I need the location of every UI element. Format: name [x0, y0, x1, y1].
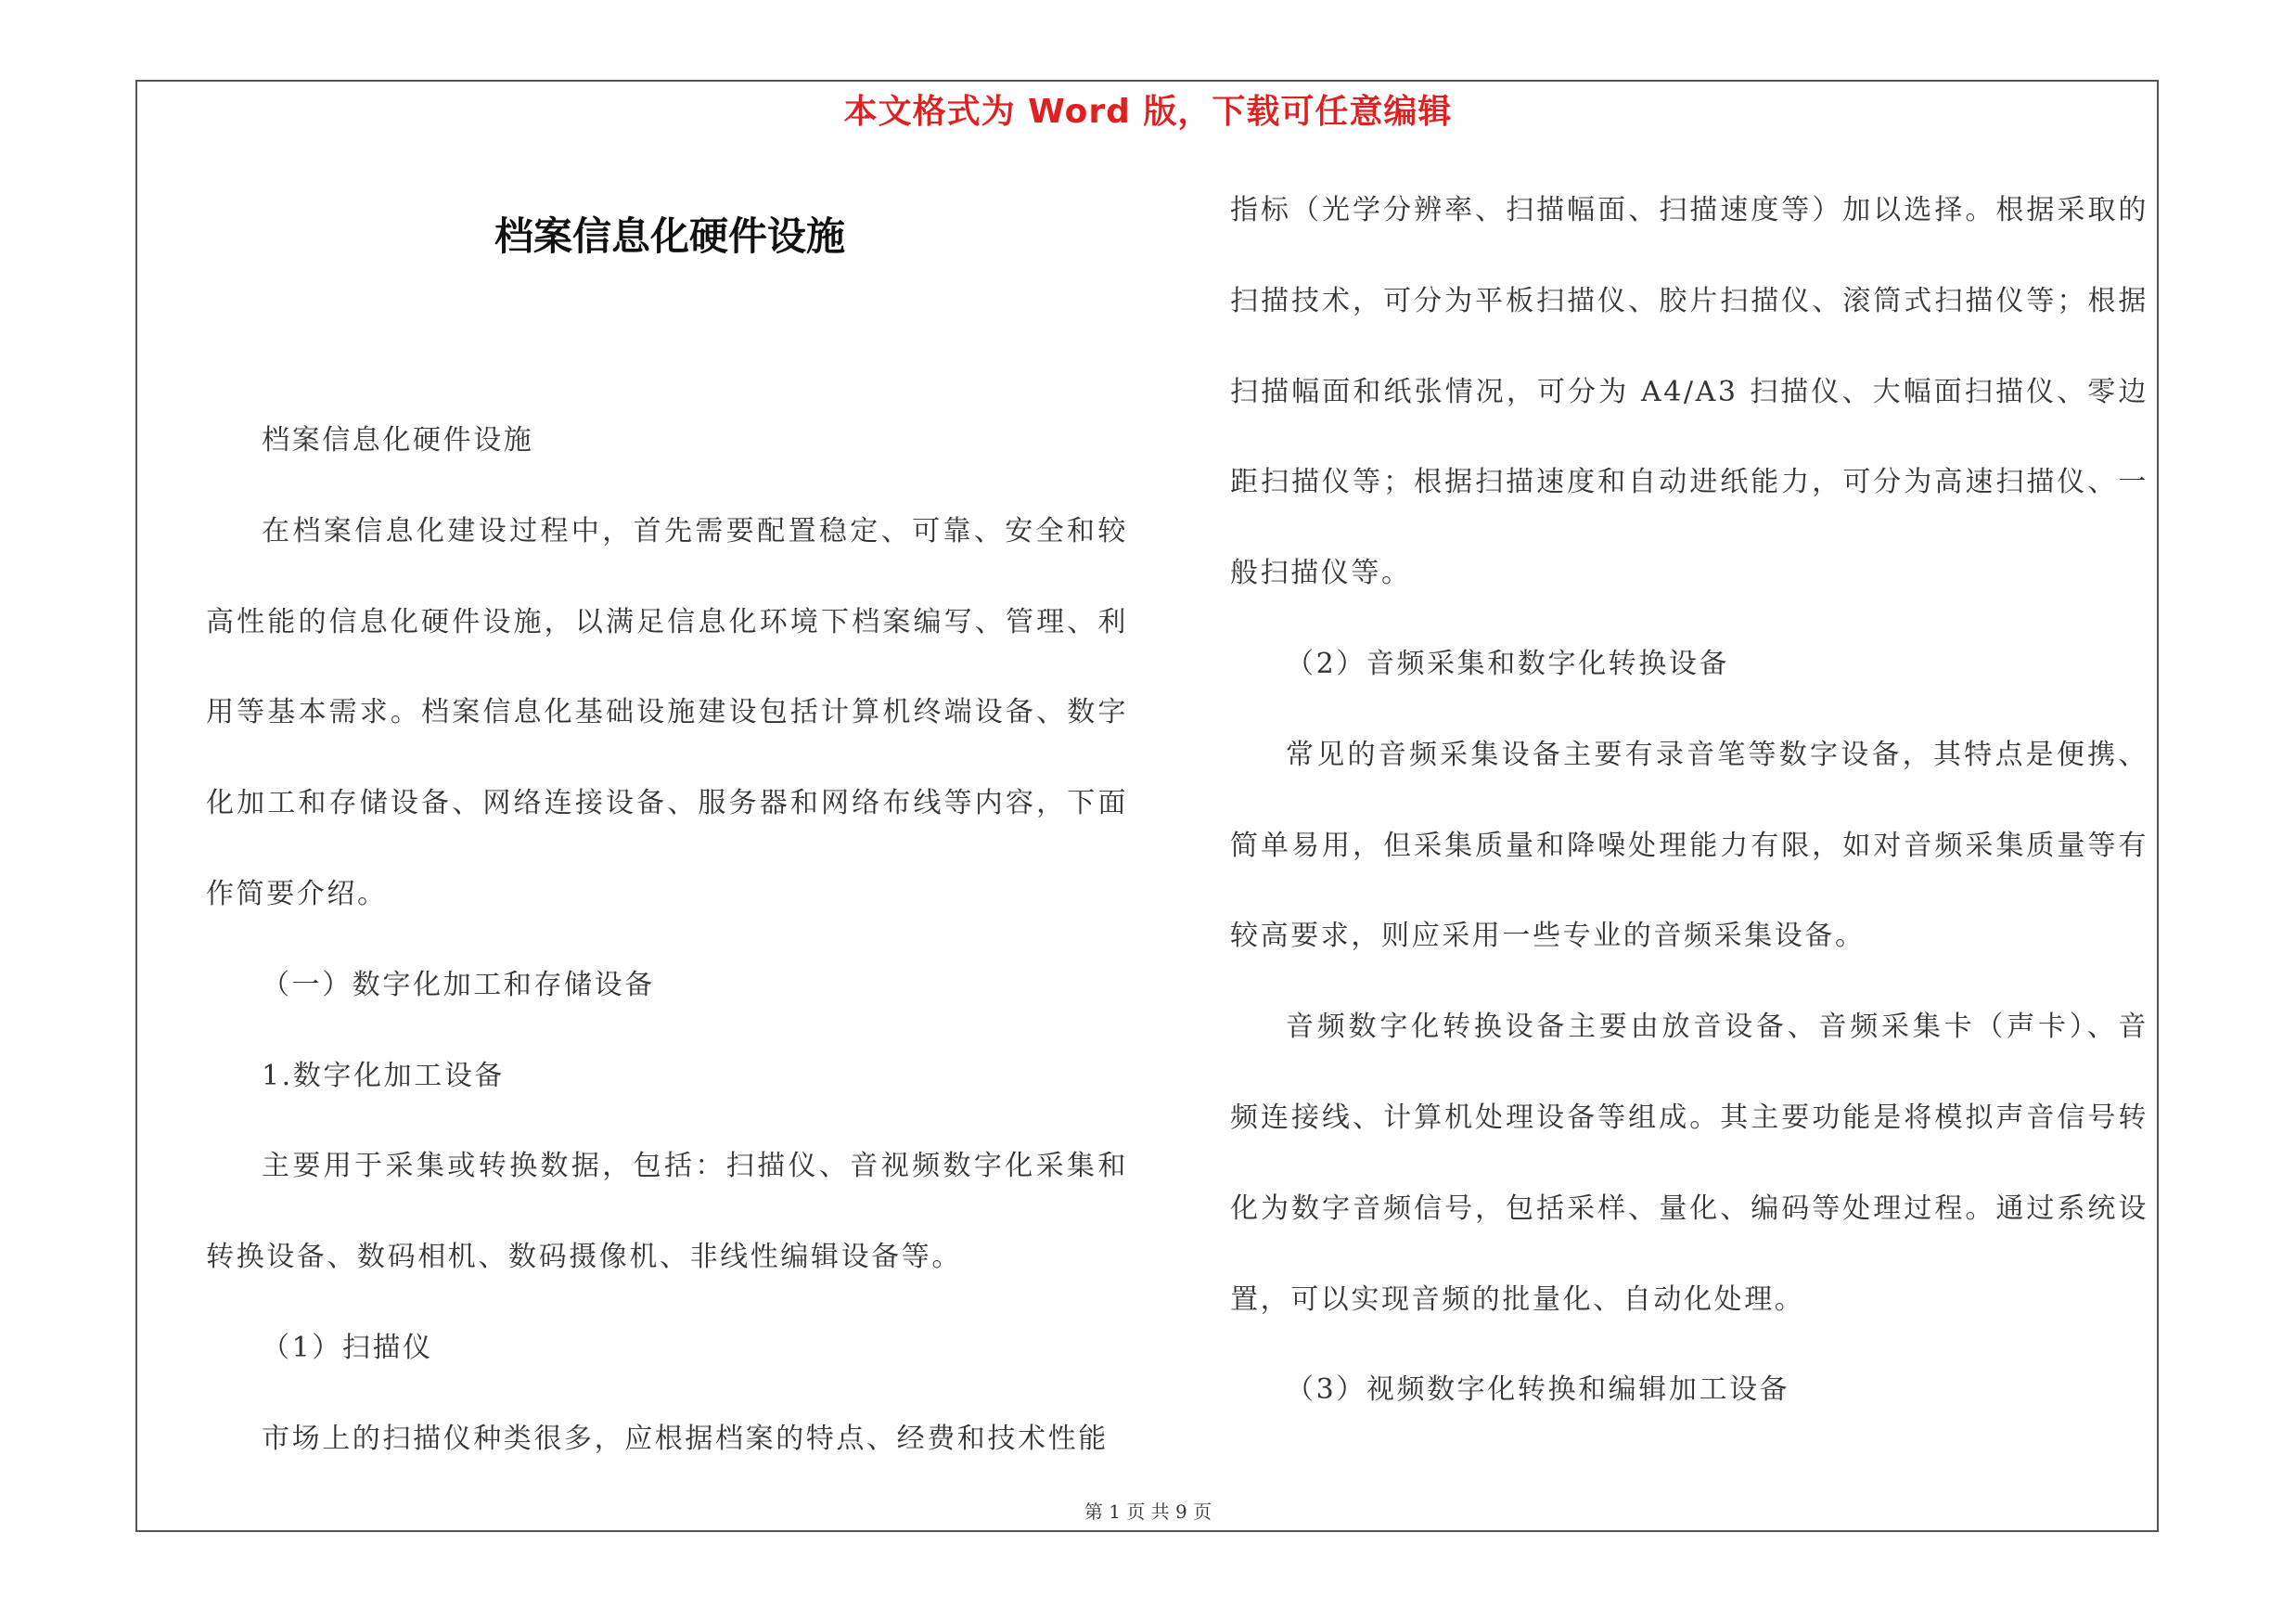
paragraph: 市场上的扫描仪种类很多，应根据档案的特点、经费和技术性能 [262, 1422, 1109, 1455]
document-title: 档案信息化硬件设施 [494, 213, 845, 259]
left-column [206, 395, 1128, 1485]
subsection-heading: 1.数字化加工设备 [262, 1059, 506, 1092]
right-column [1230, 165, 2148, 1436]
paragraph: 常见的音频采集设备主要有录音笔等数字设备，其特点是便携、简单易用，但采集质量和降噪处理能力有限，如对音频采集质量等有较高要求，则应采用一些专业的音频采集设备。 [1230, 738, 2148, 953]
paragraph: 在档案信息化建设过程中，首先需要配置稳定、可靠、安全和较高性能的信息化硬件设施，以满足信息化环境下档案编写、管理、利用等基本需求。档案信息化基础设施建设包括计算机终端设备、数字化加工和存储设备、网络连接设备、服务器和网络布线等内容，下面作简要介绍。 [206, 514, 1128, 910]
paragraph: 音频数字化转换设备主要由放音设备、音频采集卡（声卡）、音频连接线、计算机处理设备等组成。其主要功能是将模拟声音信号转化为数字音频信号，包括采样、量化、编码等处理过程。通过系统设置，可以实现音频的批量化、自动化处理。 [1230, 1011, 2148, 1316]
section-heading: （一）数字化加工和存储设备 [262, 968, 655, 1001]
paragraph: 档案信息化硬件设施 [262, 424, 534, 457]
edit-notice-banner: 本文格式为 Word 版，下载可任意编辑 [843, 93, 1453, 131]
item-heading: （1）扫描仪 [262, 1331, 433, 1364]
item-heading: （3）视频数字化转换和编辑加工设备 [1286, 1373, 1790, 1407]
paragraph: 主要用于采集或转换数据，包括：扫描仪、音视频数字化采集和转换设备、数码相机、数码摄像机、非线性编辑设备等。 [206, 1150, 1128, 1274]
paragraph-continued: 指标（光学分辨率、扫描幅面、扫描速度等）加以选择。根据采取的扫描技术，可分为平板扫描仪、胶片扫描仪、滚筒式扫描仪等；根据扫描幅面和纸张情况，可分为 A4/A3 扫描仪、大幅面扫描仪、零边距扫描仪等；根据扫描速度和自动进纸能力，可分为高速扫描仪、一般扫描仪等。 [1230, 194, 2148, 590]
item-heading: （2）音频采集和数字化转换设备 [1286, 647, 1730, 680]
page-number: 第 1 页 共 9 页 [1084, 1501, 1212, 1523]
